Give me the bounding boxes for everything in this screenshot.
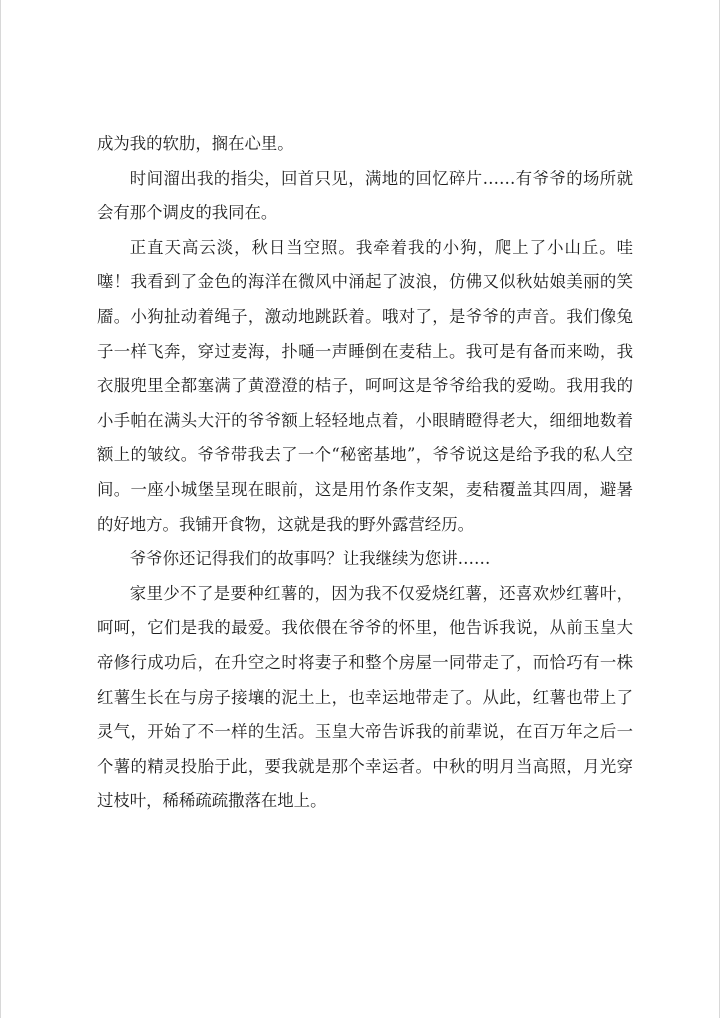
- paragraph-4: 爷爷你还记得我们的故事吗？让我继续为您讲……: [129, 549, 491, 569]
- document-body: [97, 127, 633, 819]
- paragraph-2: 时间溜出我的指尖，回首只见，满地的回忆碎片……有爷爷的场所就会有那个调皮的我同在。: [97, 168, 633, 223]
- paragraph-5: 家里少不了是要种红薯的，因为我不仅爱烧红薯，还喜欢炒红薯叶，呵呵，它们是我的最爱。我依偎在爷爷的怀里，他告诉我说，从前玉皇大帝修行成功后，在升空之时将妻子和整个房屋一同带走了，而恰巧有一株红薯生长在与房子接壤的泥土上，也幸运地带走了。从此，红薯也带上了灵气，开始了不一样的生活。玉皇大帝告诉我的前辈说，在百万年之后一个薯的精灵投胎于此，要我就是那个幸运者。中秋的明月当高照，月光穿过枝叶，稀稀疏疏撒落在地上。: [97, 583, 633, 811]
- page-border-left: [0, 0, 1, 1018]
- paragraph-1: 成为我的软肋，搁在心里。: [97, 134, 294, 153]
- paragraph-3: 正直天高云淡，秋日当空照。我牵着我的小狗，爬上了小山丘。哇噻！我看到了金色的海洋在微风中涌起了波浪，仿佛又似秋姑娘美丽的笑靥。小狗扯动着绳子，激动地跳跃着。哦对了，是爷爷的声音。我们像兔子一样飞奔，穿过麦海，扑嗵一声睡倒在麦秸上。我可是有备而来呦，我衣服兜里全都塞满了黄澄澄的桔子，呵呵这是爷爷给我的爱呦。我用我的小手帕在满头大汗的爷爷额上轻轻地点着，小眼睛瞪得老大，细细地数着额上的皱纹。爷爷带我去了一个“秘密基地”，爷爷说这是给予我的私人空间。一座小城堡呈现在眼前，这是用竹条作支架，麦秸覆盖其四周，避暑的好地方。我铺开食物，这就是我的野外露营经历。: [97, 237, 633, 534]
